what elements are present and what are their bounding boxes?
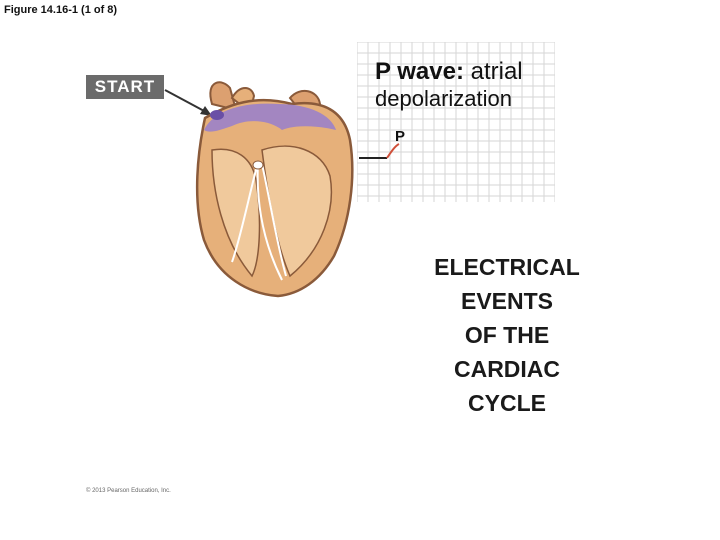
p-wave-title-bold: P wave: <box>375 58 464 85</box>
sa-node <box>210 110 224 120</box>
events-line: CARDIAC <box>453 356 561 382</box>
p-wave-subtitle: depolarization <box>375 86 512 111</box>
p-wave-title-rest: atrial <box>463 58 523 85</box>
figure-label: Figure 14.16-1 (1 of 8) <box>4 4 118 16</box>
events-line: OF THE <box>464 322 550 348</box>
start-label: START <box>86 75 164 99</box>
start-arrow <box>165 90 212 116</box>
events-line: ELECTRICAL <box>434 254 580 280</box>
events-line: EVENTS <box>460 288 554 314</box>
events-line: CYCLE <box>468 390 546 416</box>
p-peak-label: P <box>395 128 406 145</box>
av-node <box>253 161 263 169</box>
events-caption <box>412 250 602 420</box>
p-wave-title <box>375 58 523 86</box>
copyright-notice: © 2013 Pearson Education, Inc. <box>86 488 171 494</box>
